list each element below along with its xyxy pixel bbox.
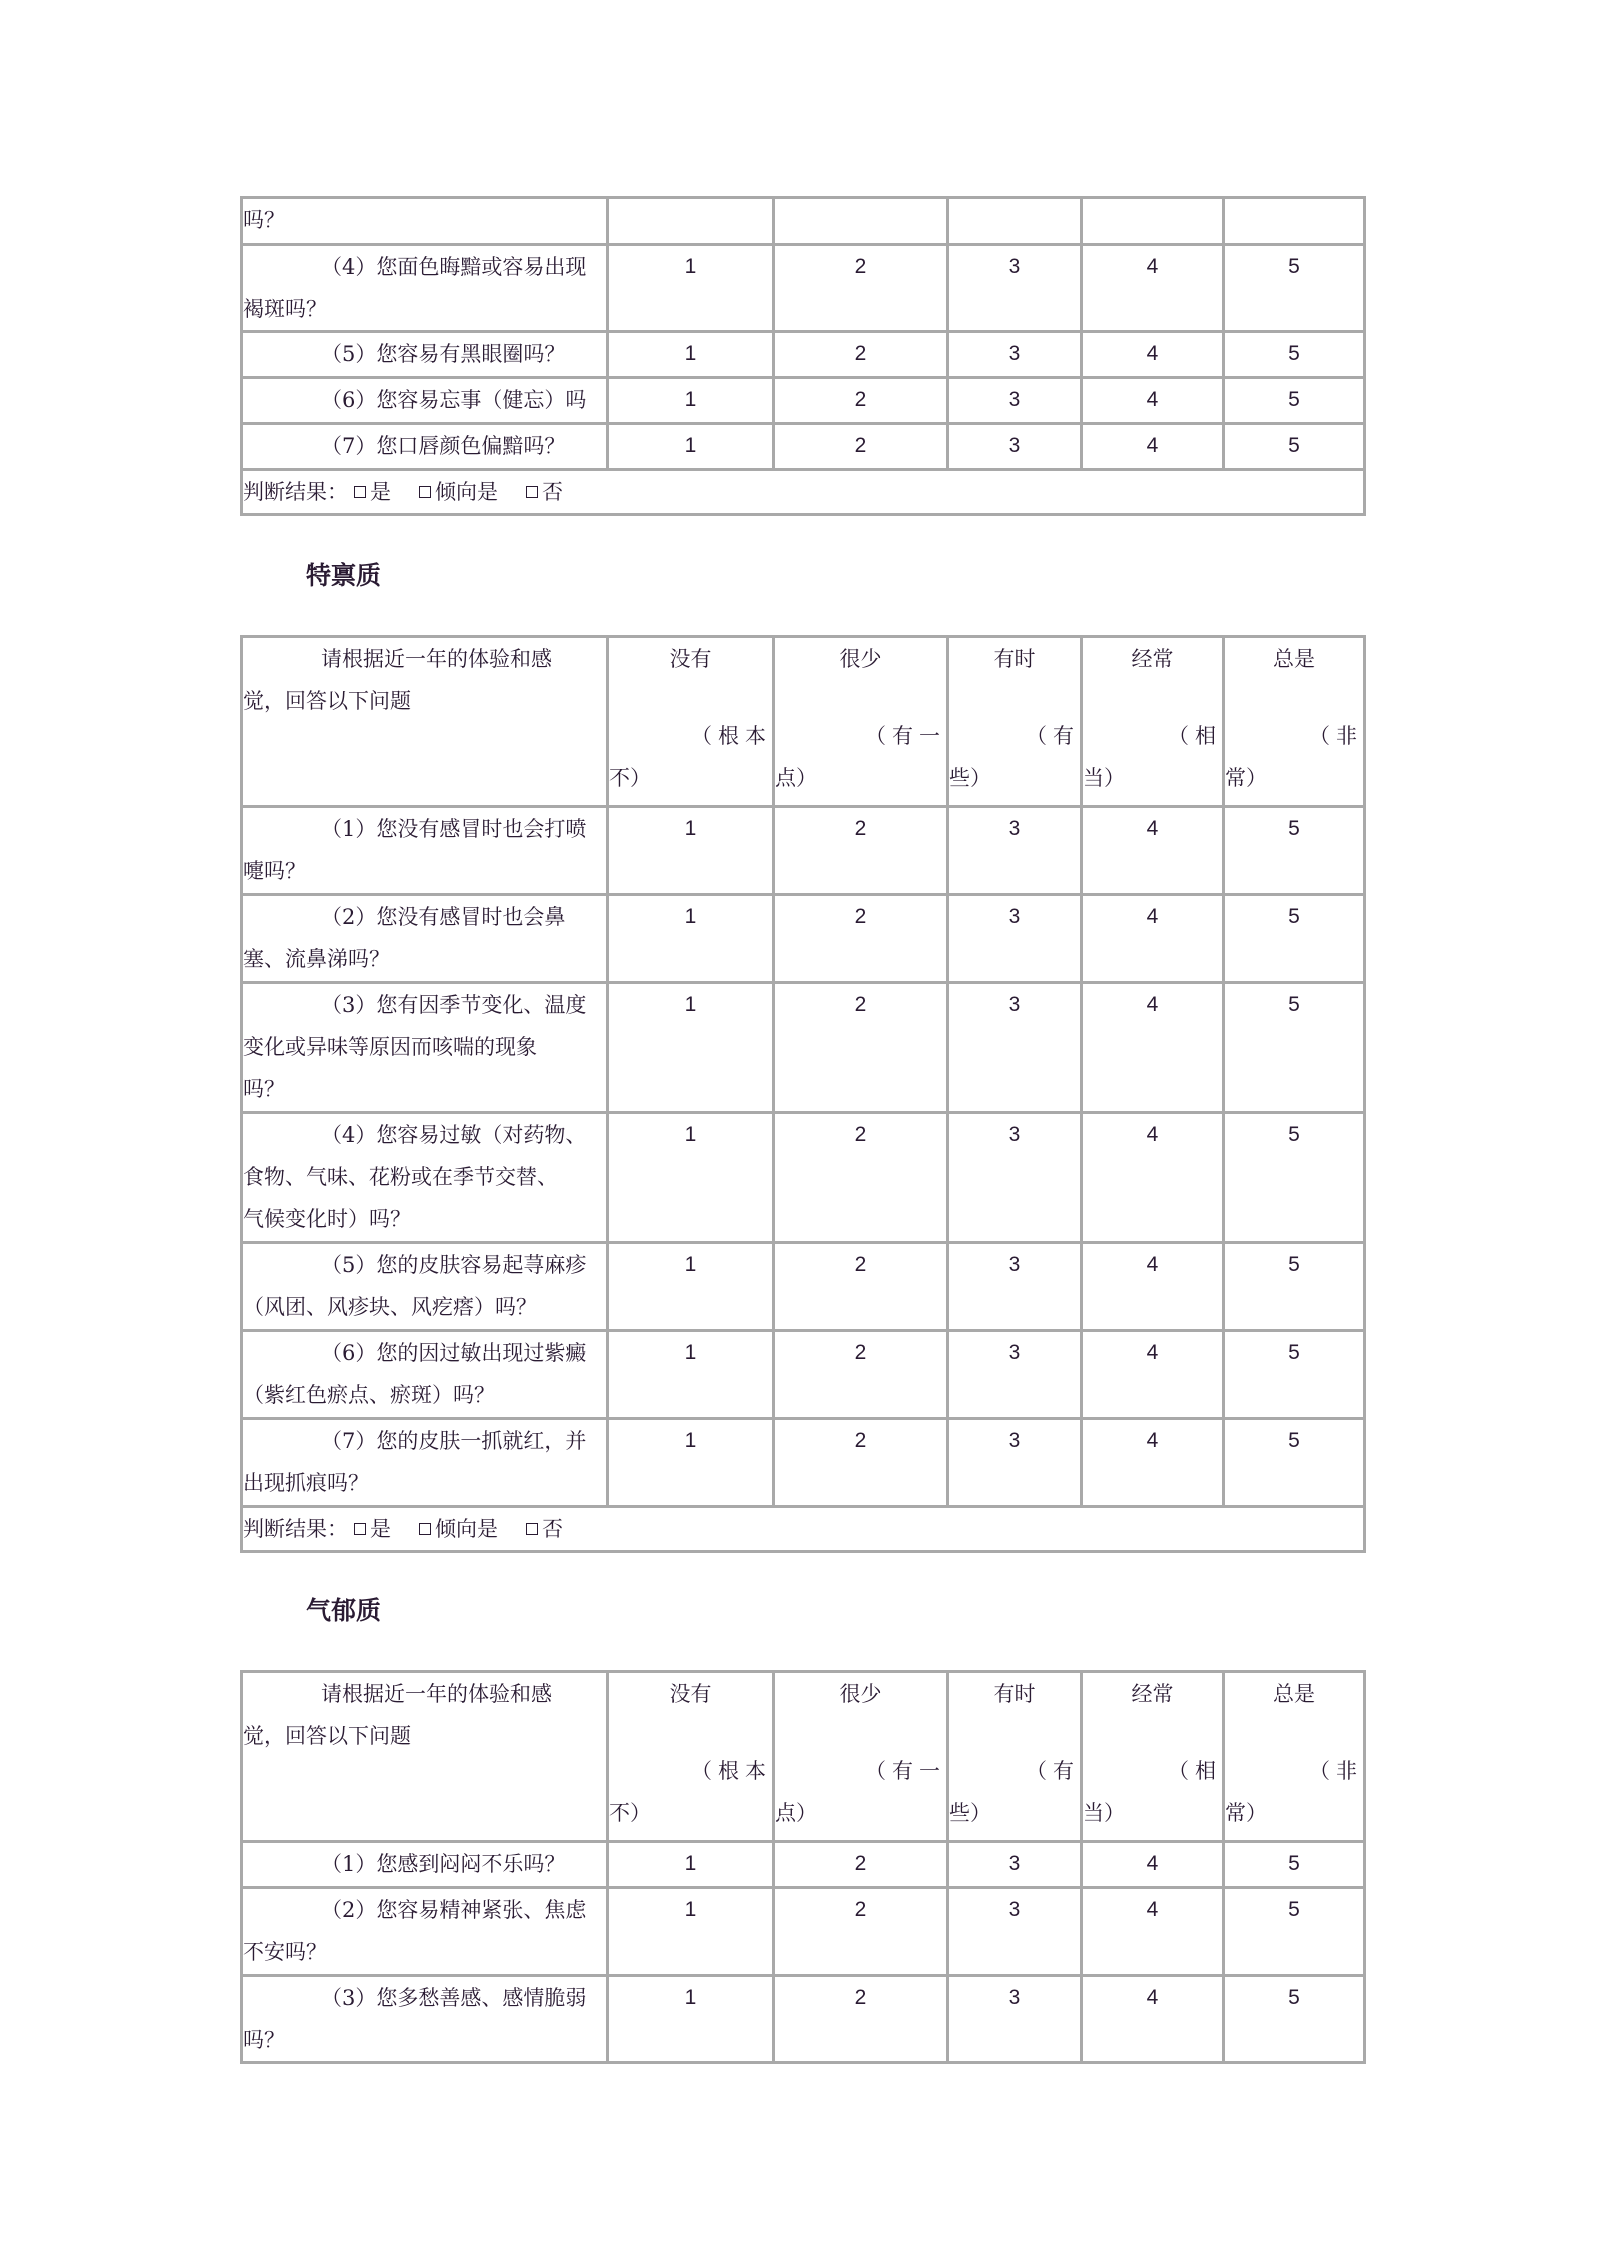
score-option[interactable]: 4 — [1080, 1974, 1222, 2064]
column-header — [772, 635, 946, 805]
score-option[interactable]: 2 — [772, 243, 946, 330]
score-option[interactable]: 3 — [946, 1329, 1080, 1417]
column-header-sub: （有一 — [865, 724, 946, 748]
column-header-label: 经常 — [1131, 1682, 1174, 1706]
column-header — [946, 635, 1080, 805]
score-option[interactable]: 1 — [606, 1840, 772, 1886]
question-text: （4）您面色晦黯或容易出现 — [321, 255, 587, 279]
score-option[interactable]: 5 — [1222, 1417, 1366, 1505]
score-option[interactable]: 3 — [946, 243, 1080, 330]
question-text: 吗？ — [243, 1077, 285, 1101]
header-instruction: 请根据近一年的体验和感 — [321, 1682, 552, 1706]
question-cell — [240, 1417, 606, 1505]
question-cell — [240, 1241, 606, 1329]
questionnaire-table-tebing — [240, 635, 1366, 1553]
answer-cell[interactable] — [946, 196, 1080, 243]
score-option[interactable]: 3 — [946, 1417, 1080, 1505]
score-option[interactable]: 5 — [1222, 1241, 1366, 1329]
header-instruction: 觉，回答以下问题 — [243, 1724, 411, 1748]
question-text: （风团、风疹块、风疙瘩）吗？ — [243, 1295, 537, 1319]
score-option[interactable]: 4 — [1080, 422, 1222, 468]
header-question-cell — [240, 635, 606, 805]
column-header-sub: （相 — [1168, 724, 1222, 748]
question-text: （3）您多愁善感、感情脆弱 — [321, 1986, 587, 2010]
column-header-sub: （有一 — [865, 1759, 946, 1783]
score-option[interactable]: 2 — [772, 893, 946, 981]
question-text: 出现抓痕吗？ — [243, 1471, 369, 1495]
answer-cell[interactable] — [772, 196, 946, 243]
column-header-label: 总是 — [1273, 647, 1315, 671]
score-option[interactable]: 2 — [772, 422, 946, 468]
header-instruction: 觉，回答以下问题 — [243, 689, 411, 713]
score-option[interactable]: 5 — [1222, 981, 1366, 1111]
score-option[interactable]: 2 — [772, 981, 946, 1111]
question-cell — [240, 330, 606, 376]
column-header-sub: （非 — [1309, 724, 1363, 748]
score-option[interactable]: 2 — [772, 1417, 946, 1505]
questionnaire-table-qiyu — [240, 1670, 1366, 2064]
column-header-label: 有时 — [993, 647, 1036, 671]
score-option[interactable]: 1 — [606, 330, 772, 376]
question-text: （7）您的皮肤一抓就红，并 — [321, 1429, 587, 1453]
column-header-sub: （有 — [1026, 1759, 1080, 1783]
score-option[interactable]: 5 — [1222, 893, 1366, 981]
column-header-sub: （非 — [1309, 1759, 1363, 1783]
column-header — [1222, 1670, 1366, 1840]
score-option[interactable]: 4 — [1080, 1417, 1222, 1505]
score-option[interactable]: 4 — [1080, 1329, 1222, 1417]
score-option[interactable]: 3 — [946, 1111, 1080, 1241]
score-option[interactable]: 2 — [772, 376, 946, 422]
question-cell — [240, 1974, 606, 2064]
score-option[interactable]: 2 — [772, 805, 946, 893]
question-text: （紫红色瘀点、瘀斑）吗？ — [243, 1383, 495, 1407]
questionnaire-table-continued — [240, 196, 1366, 516]
score-option[interactable]: 4 — [1080, 981, 1222, 1111]
score-option[interactable]: 3 — [946, 1840, 1080, 1886]
question-text: 塞、流鼻涕吗？ — [243, 947, 390, 971]
question-text: （3）您有因季节变化、温度 — [321, 993, 587, 1017]
score-option[interactable]: 3 — [946, 981, 1080, 1111]
score-option[interactable]: 3 — [946, 1886, 1080, 1974]
option-yes-label: 是 — [370, 480, 391, 504]
column-header — [606, 1670, 772, 1840]
question-cell — [240, 1840, 606, 1886]
score-option[interactable]: 1 — [606, 1886, 772, 1974]
score-option[interactable]: 1 — [606, 981, 772, 1111]
column-header — [1222, 635, 1366, 805]
section-title: 气郁质 — [306, 1596, 382, 1625]
score-option[interactable]: 1 — [606, 805, 772, 893]
score-option[interactable]: 4 — [1080, 1111, 1222, 1241]
question-text: （1）您没有感冒时也会打喷 — [321, 817, 587, 841]
column-header — [606, 635, 772, 805]
question-text: （6）您的因过敏出现过紫癜 — [321, 1341, 587, 1365]
score-option[interactable]: 5 — [1222, 243, 1366, 330]
score-option[interactable]: 5 — [1222, 805, 1366, 893]
section-title: 特禀质 — [306, 561, 382, 590]
column-header — [1080, 1670, 1222, 1840]
column-header-sub: 常） — [1225, 1801, 1267, 1825]
checkbox-yes[interactable] — [354, 486, 366, 498]
answer-cell[interactable] — [1222, 196, 1366, 243]
column-header-label: 没有 — [669, 1682, 712, 1706]
question-text: 褐斑吗？ — [243, 297, 327, 321]
score-option[interactable]: 2 — [772, 1329, 946, 1417]
score-option[interactable]: 3 — [946, 1241, 1080, 1329]
score-option[interactable]: 2 — [772, 1886, 946, 1974]
question-text: （6）您容易忘事（健忘）吗 — [321, 388, 587, 412]
checkbox-no[interactable] — [526, 1523, 538, 1535]
option-yes-label: 是 — [370, 1517, 391, 1541]
question-cell — [240, 243, 606, 330]
question-text: 不安吗？ — [243, 1940, 327, 1964]
score-option[interactable]: 4 — [1080, 1241, 1222, 1329]
column-header — [772, 1670, 946, 1840]
question-text: （5）您的皮肤容易起荨麻疹 — [321, 1253, 587, 1277]
score-option[interactable]: 1 — [606, 1329, 772, 1417]
score-option[interactable]: 5 — [1222, 1840, 1366, 1886]
column-header — [1080, 635, 1222, 805]
score-option[interactable]: 1 — [606, 376, 772, 422]
option-no-label: 否 — [542, 480, 563, 504]
score-option[interactable]: 3 — [946, 376, 1080, 422]
score-option[interactable]: 1 — [606, 243, 772, 330]
score-option[interactable]: 4 — [1080, 893, 1222, 981]
question-text: 变化或异味等原因而咳喘的现象 — [243, 1035, 537, 1059]
column-header-sub: 当） — [1083, 766, 1125, 790]
column-header-sub: 点） — [775, 1801, 817, 1825]
score-option[interactable]: 1 — [606, 1111, 772, 1241]
column-header-sub: 不） — [609, 766, 651, 790]
score-option[interactable]: 1 — [606, 893, 772, 981]
column-header-label: 总是 — [1273, 1682, 1315, 1706]
score-option[interactable]: 4 — [1080, 243, 1222, 330]
checkbox-yes[interactable] — [354, 1523, 366, 1535]
question-text: 嚏吗？ — [243, 859, 306, 883]
question-cell — [240, 1886, 606, 1974]
question-cell — [240, 1111, 606, 1241]
column-header-sub: 不） — [609, 1801, 651, 1825]
score-option[interactable]: 4 — [1080, 1886, 1222, 1974]
question-cell — [240, 196, 606, 243]
judgement-result-row — [240, 468, 1366, 516]
column-header-sub: （根本 — [691, 724, 772, 748]
checkbox-tend[interactable] — [419, 486, 431, 498]
question-cell — [240, 893, 606, 981]
header-instruction: 请根据近一年的体验和感 — [321, 647, 552, 671]
option-tend-label: 倾向是 — [435, 1517, 498, 1541]
result-label: 判断结果： — [243, 480, 348, 504]
question-text: 吗？ — [243, 2028, 285, 2052]
column-header-sub: （有 — [1026, 724, 1080, 748]
judgement-result-row — [240, 1505, 1366, 1553]
score-option[interactable]: 2 — [772, 1840, 946, 1886]
question-cell — [240, 981, 606, 1111]
score-option[interactable]: 3 — [946, 422, 1080, 468]
score-option[interactable]: 1 — [606, 1241, 772, 1329]
question-text: 吗？ — [243, 208, 285, 232]
column-header-sub: （根本 — [691, 1759, 772, 1783]
score-option[interactable]: 3 — [946, 330, 1080, 376]
score-option[interactable]: 2 — [772, 1974, 946, 2064]
question-cell — [240, 422, 606, 468]
option-tend-label: 倾向是 — [435, 480, 498, 504]
question-text: （2）您没有感冒时也会鼻 — [321, 905, 566, 929]
question-text: （4）您容易过敏（对药物、 — [321, 1123, 587, 1147]
column-header-sub: 当） — [1083, 1801, 1125, 1825]
column-header-label: 很少 — [839, 1682, 882, 1706]
question-cell — [240, 376, 606, 422]
score-option[interactable]: 1 — [606, 1417, 772, 1505]
question-cell — [240, 805, 606, 893]
score-option[interactable]: 2 — [772, 330, 946, 376]
column-header-label: 没有 — [669, 647, 712, 671]
question-text: （7）您口唇颜色偏黯吗？ — [321, 434, 566, 458]
option-no-label: 否 — [542, 1517, 563, 1541]
score-option[interactable]: 4 — [1080, 1840, 1222, 1886]
question-text: （5）您容易有黑眼圈吗？ — [321, 342, 566, 366]
column-header-label: 很少 — [839, 647, 882, 671]
score-option[interactable]: 5 — [1222, 376, 1366, 422]
column-header-label: 有时 — [993, 1682, 1036, 1706]
score-option[interactable]: 4 — [1080, 330, 1222, 376]
question-text: （2）您容易精神紧张、焦虑 — [321, 1898, 587, 1922]
header-question-cell — [240, 1670, 606, 1840]
score-option[interactable]: 5 — [1222, 1974, 1366, 2064]
column-header-label: 经常 — [1131, 647, 1174, 671]
column-header-sub: 点） — [775, 766, 817, 790]
score-option[interactable]: 1 — [606, 1974, 772, 2064]
column-header-sub: （相 — [1168, 1759, 1222, 1783]
column-header-sub: 常） — [1225, 766, 1267, 790]
score-option[interactable]: 5 — [1222, 330, 1366, 376]
answer-cell[interactable] — [1080, 196, 1222, 243]
checkbox-tend[interactable] — [419, 1523, 431, 1535]
score-option[interactable]: 1 — [606, 422, 772, 468]
score-option[interactable]: 2 — [772, 1241, 946, 1329]
score-option[interactable]: 5 — [1222, 422, 1366, 468]
score-option[interactable]: 3 — [946, 1974, 1080, 2064]
column-header-sub: 些） — [949, 766, 991, 790]
question-text: （1）您感到闷闷不乐吗？ — [321, 1852, 566, 1876]
answer-cell[interactable] — [606, 196, 772, 243]
result-label: 判断结果： — [243, 1517, 348, 1541]
checkbox-no[interactable] — [526, 486, 538, 498]
score-option[interactable]: 5 — [1222, 1886, 1366, 1974]
score-option[interactable]: 2 — [772, 1111, 946, 1241]
score-option[interactable]: 4 — [1080, 376, 1222, 422]
score-option[interactable]: 3 — [946, 893, 1080, 981]
question-cell — [240, 1329, 606, 1417]
score-option[interactable]: 4 — [1080, 805, 1222, 893]
column-header-sub: 些） — [949, 1801, 991, 1825]
question-text: 气候变化时）吗？ — [243, 1207, 411, 1231]
score-option[interactable]: 3 — [946, 805, 1080, 893]
column-header — [946, 1670, 1080, 1840]
score-option[interactable]: 5 — [1222, 1111, 1366, 1241]
question-text: 食物、气味、花粉或在季节交替、 — [243, 1165, 558, 1189]
score-option[interactable]: 5 — [1222, 1329, 1366, 1417]
